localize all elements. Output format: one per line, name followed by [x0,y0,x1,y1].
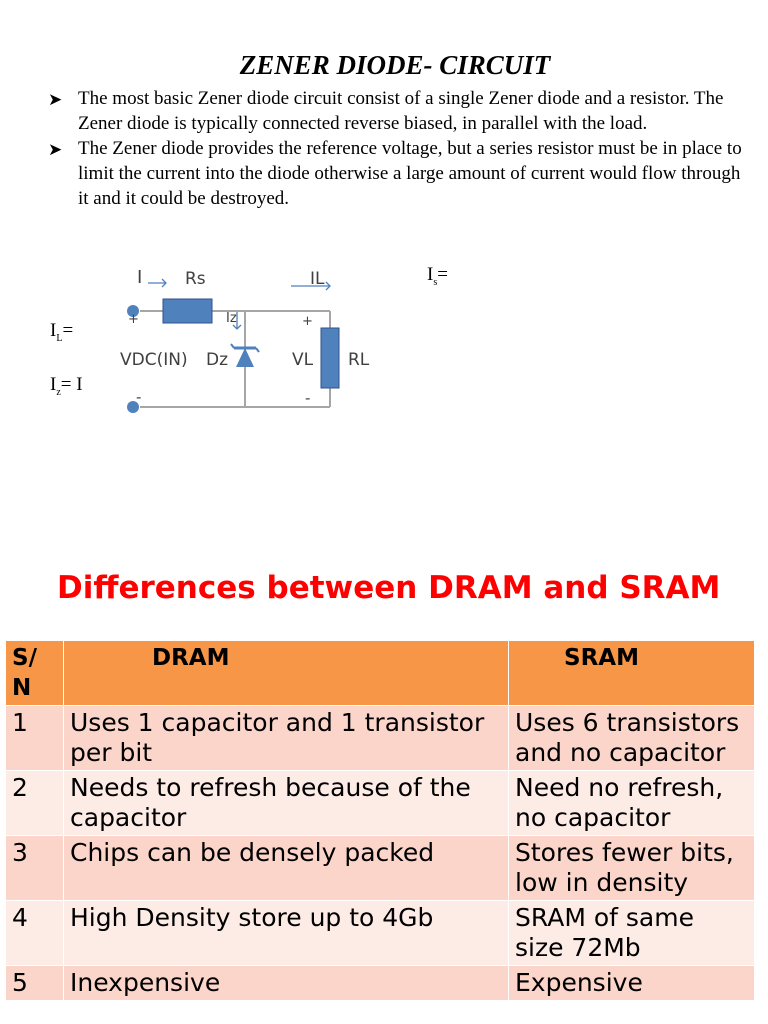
resistor-rl [321,328,339,388]
cell-sram: SRAM of same size 72Mb [509,901,755,966]
table-row [6,966,755,1001]
table-row [6,706,755,771]
cell-sram: Need no refresh, no capacitor [509,771,755,836]
cell-sram: Uses 6 transistors and no capacitor [509,706,755,771]
bullet-list [48,86,748,211]
bullet-item [48,86,748,136]
plus-out-label: + [302,314,313,329]
table-row [6,771,755,836]
il-equation: $I_L=$ [50,320,74,344]
iz-label: Iz [226,311,237,326]
table-row [6,836,755,901]
zener-circuit-figure [0,250,768,430]
table-header-row [6,641,755,706]
section-heading: Differences between DRAM and SRAM [57,570,721,606]
header-dram: DRAM [64,641,509,706]
page-title: ZENER DIODE- CIRCUIT [239,50,551,80]
vdc-label: VDC(IN) [120,350,188,370]
vl-label: VL [292,350,314,370]
resistor-rs [163,299,212,323]
header-sram: SRAM [509,641,755,706]
cell-dram: Needs to refresh because of the capacitor [64,771,509,836]
cell-sram: Stores fewer bits, low in density [509,836,755,901]
table-row [6,901,755,966]
cell-dram: Uses 1 capacitor and 1 transistor per bit [64,706,509,771]
is-equation: $I_s=$ [427,264,448,288]
dz-label: Dz [206,350,229,370]
current-i-label: I [137,267,143,288]
circuit-diagram [0,250,768,430]
arrow-bullet-icon: ➤ [48,140,63,159]
dram-sram-table [5,640,755,1001]
arrow-bullet-icon: ➤ [48,90,63,109]
cell-dram: Chips can be densely packed [64,836,509,901]
cell-dram: High Density store up to 4Gb [64,901,509,966]
cell-sn: 2 [6,771,64,836]
section-heading-clip [0,560,768,642]
il-label: IL [310,269,325,289]
cell-dram: Inexpensive [64,966,509,1001]
header-sn: S/ N [6,641,64,706]
minus-in-label: - [136,388,142,406]
cell-sn: 5 [6,966,64,1001]
minus-out-label: - [305,389,311,407]
rl-label: RL [348,350,370,370]
bullet-text: The Zener diode provides the reference voltage, but a series resistor must be in place to limit the current into the diode otherwise a large amount of current would flow through it and it could be destroyed. [78,138,742,209]
cell-sn: 4 [6,901,64,966]
zener-diode [231,344,259,367]
cell-sram: Expensive [509,966,755,1001]
cell-sn: 1 [6,706,64,771]
cell-sn: 3 [6,836,64,901]
bullet-item [48,136,748,211]
bullet-text: The most basic Zener diode circuit consist of a single Zener diode and a resistor. The Zener diode is typically connected reverse biased, in parallel with the load. [78,88,724,134]
iz-equation: $I_z= I$ [50,374,83,398]
plus-in-label: + [128,312,139,327]
rs-label: Rs [185,269,206,289]
